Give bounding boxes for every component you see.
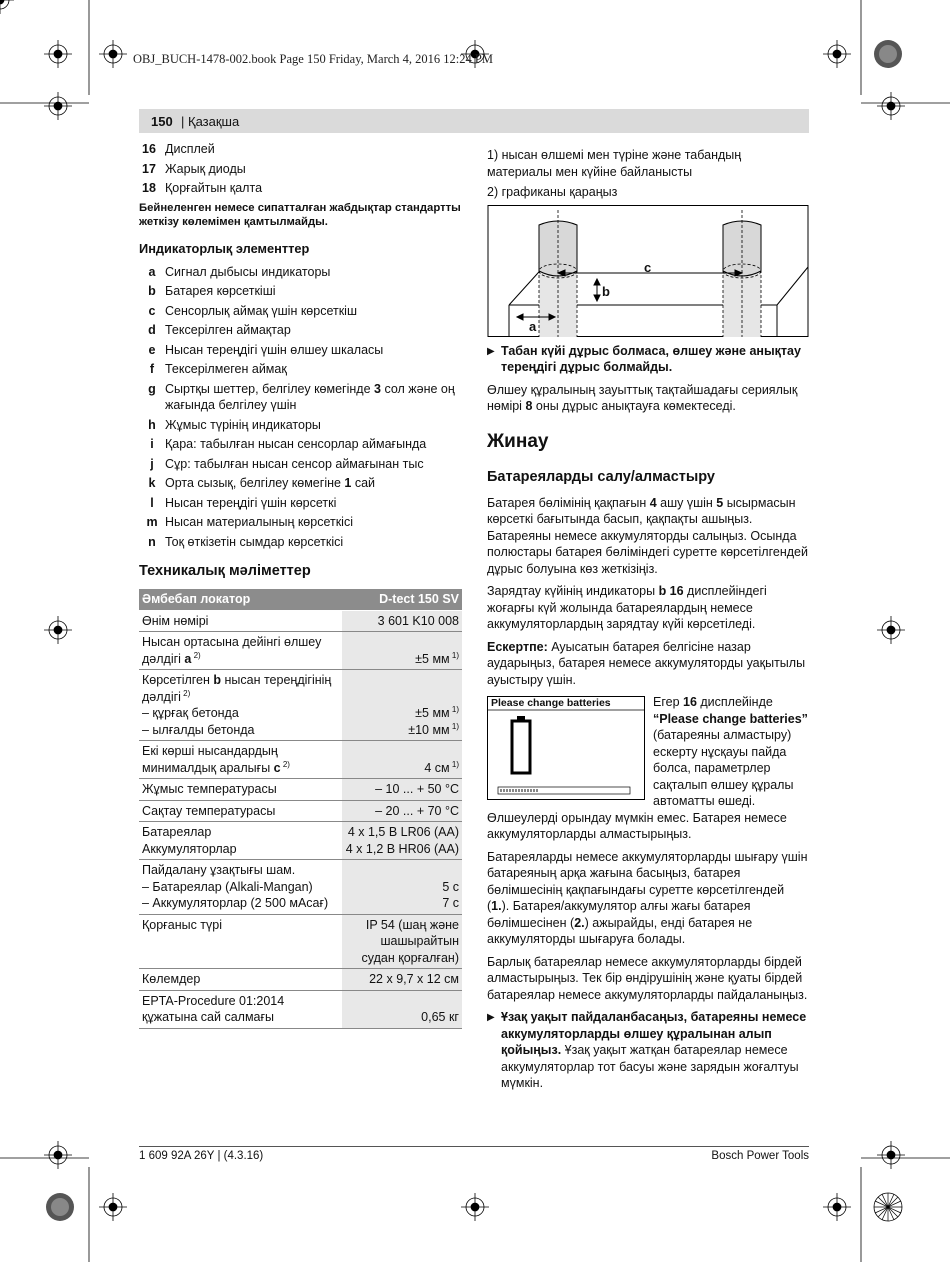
list-item: 18 Қорғайтын қалта xyxy=(142,181,263,195)
table-row: Көрсетілген b нысан тереңдігінің дәлдігі $^{2)}$ – құрғақ бетонда – ылғалды бетонда ±5 мм $^{1)}$ ±10 мм $^{1)}$ xyxy=(139,670,462,741)
list-item: e Нысан тереңдігі үшін өлшеу шкаласы xyxy=(148,342,384,357)
footer-doc-id: 1 609 92A 26Y | (4.3.16) xyxy=(139,1150,264,1162)
list-item: k Орта сызық, белгілеу көмегіне 1 сай xyxy=(148,476,376,491)
component-list xyxy=(139,141,462,197)
table-row: Батареялар Аккумуляторлар 4 x 1,5 В LR06 (AA) 4 x 1,2 В HR06 (AA) xyxy=(139,822,462,860)
display-screen-illustration xyxy=(487,696,645,800)
list-item: i Қара: табылған нысан сенсорлар аймағында xyxy=(150,437,427,452)
indicator-list xyxy=(139,264,462,551)
list-item: h Жұмыс түрінің индикаторы xyxy=(148,417,321,432)
list-item: d Тексерілген аймақтар xyxy=(148,323,291,338)
serial-note: Өлшеу құралының зауыттық тақтайшадағы сериялық нөмірі 8 оны дұрыс анықтауға көмектеседі. xyxy=(487,382,798,413)
table-row: Сақтау температурасы – 20 ... + 70 °C xyxy=(139,800,462,822)
tech-table xyxy=(139,589,462,1029)
table-row: Нысан ортасына дейінгі өлшеу дәлдігі a $^{2)}$ ±5 мм $^{1)}$ xyxy=(139,632,462,670)
indicators-title: Индикаторлық элементтер xyxy=(139,240,310,256)
section-name: | Қазақша xyxy=(181,114,240,129)
paragraph: Барлық батареялар немесе аккумуляторларды бірдей алмастырыңыз. Тек бір өндірушінің және қуаты бірдей батареялар немесе аккумуляторларды пайдаланыңыз. xyxy=(487,954,808,1002)
bullet-arrow-icon: ▶ xyxy=(487,1012,495,1024)
file-info: OBJ_BUCH-1478-002.book Page 150 Friday, March 4, 2016 12:24 PM xyxy=(133,52,493,66)
table-row: Жұмыс температурасы – 10 ... + 50 °C xyxy=(139,779,462,801)
page-number: 150 xyxy=(151,114,173,129)
table-row: Екі көрші нысандардың минималдық аралығы c $^{2)}$ 4 см $^{1)}$ xyxy=(139,741,462,779)
table-row: Өнім нөмірі 3 601 K10 008 xyxy=(139,610,462,632)
measurement-diagram xyxy=(487,205,809,337)
list-item: j Сұр: табылған нысан сенсор аймағынан тыс xyxy=(150,456,424,471)
table-row: Қорғаныс түрі IP 54 (шаң және шашырайтын судан қорғалған) xyxy=(139,914,462,969)
right-column xyxy=(487,147,809,1098)
paragraph: Батареяларды немесе аккумуляторларды шығару үшін батареяның арқа жағына басыңыз, батарея бөлімшесінің қақпағындағы суретте көрсетілгендей (1.). Батарея/аккумулятор алғы жағы батарея бөлімшесінен (2.) ажырайды, енді батарея не аккумуляторды шығаруға болады. xyxy=(487,849,808,947)
battery-warning-block xyxy=(487,694,809,843)
paragraph: Егер 16 дисплейінде “Please change batteries” (батареяны алмастыру) ескерту нұсқауы пайда болса, параметрлер сақталып өлшеу құралы автоматты өшеді. Өлшеулерді орындау мүмкін емес. Батарея немесе аккумуляторларды алмастырыңыз. xyxy=(487,695,808,842)
footer-brand: Bosch Power Tools xyxy=(711,1150,809,1162)
footnote-2: 2) графиканы қараңыз xyxy=(487,185,618,199)
warning-base: ▶ Табан күйі дұрыс болмаса, өлшеу және анықтау тереңдігі дұрыс болмайды. xyxy=(487,343,801,374)
table-row: Көлемдер 22 x 9,7 x 12 см xyxy=(139,969,462,991)
assembly-title: Жинау xyxy=(487,430,549,452)
list-item: 16 Дисплей xyxy=(142,142,215,156)
bullet-arrow-icon: ▶ xyxy=(487,345,495,357)
warning-storage: ▶ Ұзақ уақыт пайдаланбасаңыз, батареяны немесе аккумуляторларды өлшеу құралынан алып қойыңыз. Ұзақ уақыт жатқан батареялар немесе аккумуляторлар тот басуы және зарядын жоғалтуы мүмкін. xyxy=(487,1010,807,1091)
diagram-label-a: a xyxy=(529,318,537,334)
accessories-note: Бейнеленген немесе сипатталған жабдықтар стандартты жеткізу көлемімен қамтылмайды. xyxy=(139,201,461,229)
tech-title: Техникалық мәліметтер xyxy=(139,563,311,580)
table-row: Пайдалану ұзақтығы шам. – Батареялар (Alkali-Mangan) – Аккумуляторлар (2 500 мАсағ) 5 с 7 с xyxy=(139,860,462,915)
battery-title: Батареяларды салу/алмастыру xyxy=(487,468,715,485)
paragraph: Батарея бөлімінің қақпағын 4 ашу үшін 5 ысырмасын көрсеткі бағытында басып, қақпақты ашыңыз. Батареяны немесе аккумуляторды салыңыз. Осында полюстары батарея бөліміндегі суретте көрсетілгендей дұрыс болуына көз жеткізіңіз. xyxy=(487,495,808,576)
diagram-label-c: c xyxy=(644,259,652,275)
paragraph: Зарядтау күйінің индикаторы b 16 дисплейіндегі жоғарғы күй жолында батареялардың немесе аккумуляторлардың зарядтау күйі көрсетіледі. xyxy=(487,584,767,632)
footnote-1: 1) нысан өлшемі мен түріне және табандың материалы мен күйіне байланысты xyxy=(487,148,742,179)
table-row: EPTA-Procedure 01:2014 құжатына сай салмағы 0,65 кг xyxy=(139,990,462,1028)
footer-divider xyxy=(139,1146,809,1147)
list-item: g Сыртқы шеттер, белгілеу көмегінде 3 сол және оң жағында белгілеу үшін xyxy=(148,381,455,413)
list-item: b Батарея көрсеткіші xyxy=(148,284,276,299)
list-item: a Сигнал дыбысы индикаторы xyxy=(148,264,331,279)
list-item: c Сенсорлық аймақ үшін көрсеткіш xyxy=(148,303,357,318)
battery-empty-icon xyxy=(514,725,528,771)
list-item: 17 Жарық диоды xyxy=(142,161,246,176)
page-header xyxy=(139,109,809,133)
list-item: m Нысан материалының көрсеткісі xyxy=(146,515,353,530)
diagram-label-b: b xyxy=(602,283,610,299)
left-column xyxy=(139,141,462,1029)
list-item: l Нысан тереңдігі үшін көрсеткі xyxy=(150,495,337,510)
paragraph: Ескертпе: Ауысатын батарея белгісіне назар аударыңыз, батарея немесе аккумуляторды уақытылы ауыстыру үшін. xyxy=(487,639,806,687)
list-item: n Тоқ өткізетін сымдар көрсеткісі xyxy=(148,534,344,549)
table-header-row: Әмбебап локатор D-tect 150 SV xyxy=(139,589,462,610)
screen-message: Please change batteries xyxy=(491,697,611,710)
list-item: f Тексерілмеген аймақ xyxy=(149,362,287,377)
